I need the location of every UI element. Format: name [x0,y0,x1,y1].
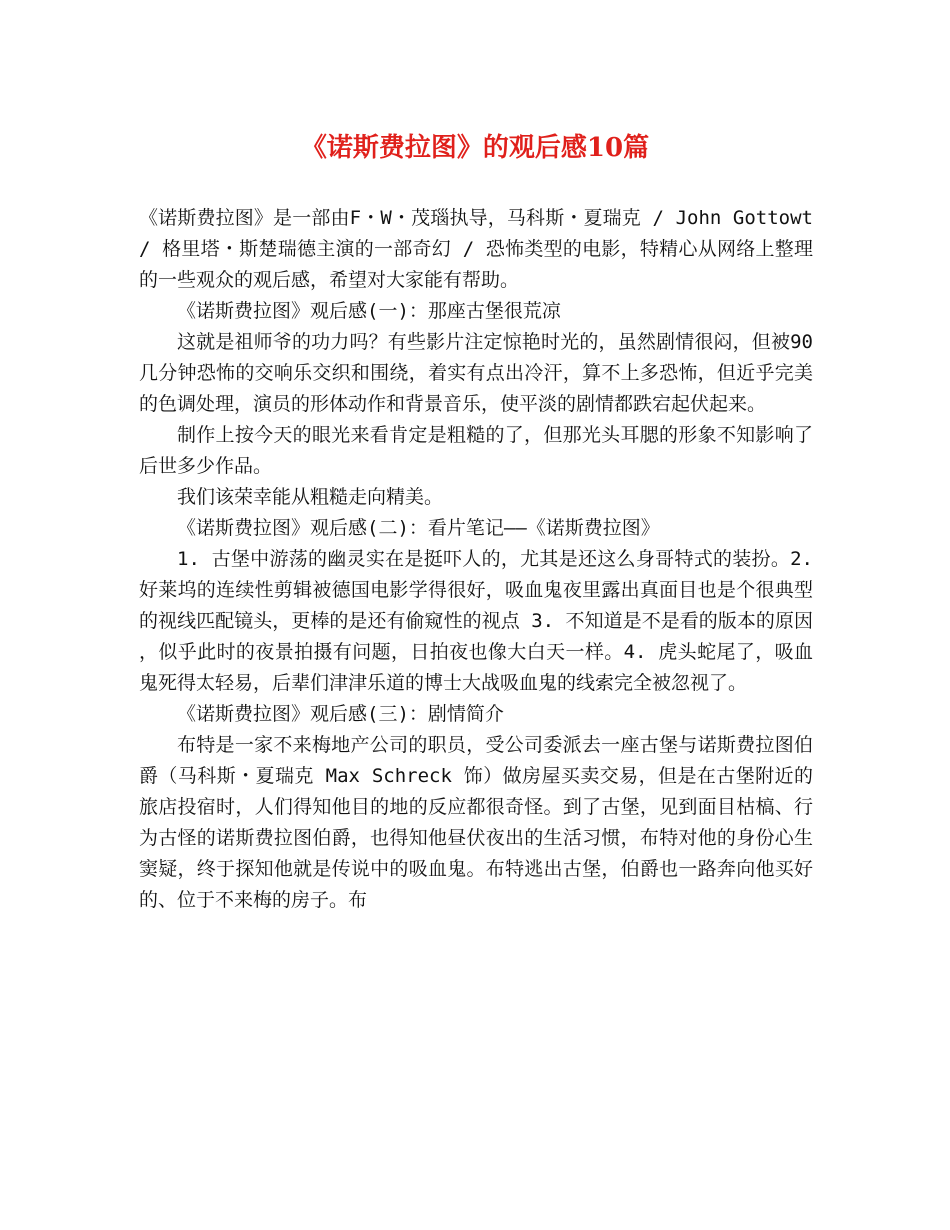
document-title: 《诺斯费拉图》的观后感10篇 [300,133,650,163]
section-heading-2: 《诺斯费拉图》观后感(二)：看片笔记——《诺斯费拉图》 [177,517,660,539]
body-paragraph: 这就是祖师爷的功力吗？有些影片注定惊艳时光的，虽然剧情很闷，但被90几分钟恐怖的交响乐交织和围绕，着实有点出冷汗，算不上多恐怖，但近乎完美的色调处理，演员的形体动作和背景音乐，使平淡的剧情都跌宕起伏起来。 [139,331,813,415]
body-paragraph: 1. 古堡中游荡的幽灵实在是挺吓人的，尤其是还这么身哥特式的装扮。2. 好莱坞的连续性剪辑被德国电影学得很好，吸血鬼夜里露出真面目也是个很典型的视线匹配镜头，更棒的是还有偷窥性的视点 3. 不知道是不是看的版本的原因，似乎此时的夜景拍摄有问题，日拍夜也像大白天一样。4. 虎头蛇尾了，吸血鬼死得太轻易，后辈们津津乐道的博士大战吸血鬼的线索完全被忽视了。 [139,548,813,694]
document-body [139,203,813,916]
intro-paragraph: 《诺斯费拉图》是一部由F・W・茂瑙执导，马科斯・夏瑞克 / John Gottowt / 格里塔・斯楚瑞德主演的一部奇幻 / 恐怖类型的电影，特精心从网络上整理的一些观众的观后感，希望对大家能有帮助。 [139,207,813,291]
body-paragraph: 制作上按今天的眼光来看肯定是粗糙的了，但那光头耳腮的形象不知影响了后世多少作品。 [139,424,813,477]
body-paragraph: 布特是一家不来梅地产公司的职员，受公司委派去一座古堡与诺斯费拉图伯爵（马科斯・夏瑞克 Max Schreck 饰）做房屋买卖交易，但是在古堡附近的旅店投宿时，人们得知他目的地的反应都很奇怪。到了古堡，见到面目枯槁、行为古怪的诺斯费拉图伯爵，也得知他昼伏夜出的生活习惯，布特对他的身份心生窦疑，终于探知他就是传说中的吸血鬼。布特逃出古堡，伯爵也一路奔向他买好的、位于不来梅的房子。布 [139,734,813,911]
section-heading-1: 《诺斯费拉图》观后感(一)：那座古堡很荒凉 [177,300,561,322]
section-heading-3: 《诺斯费拉图》观后感(三)：剧情简介 [177,703,504,725]
body-paragraph: 我们该荣幸能从粗糙走向精美。 [177,486,444,508]
